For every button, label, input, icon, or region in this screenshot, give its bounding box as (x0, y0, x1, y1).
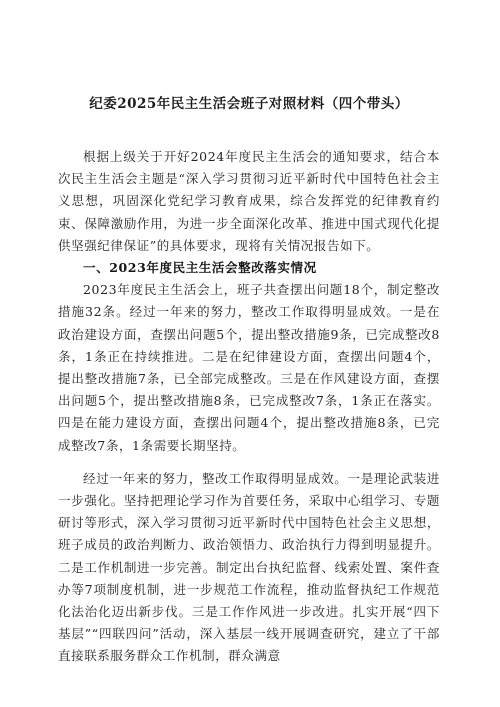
body-paragraph: 经过一年来的努力，整改工作取得明显成效。一是理论武装进一步强化。坚持把理论学习作为首要任务，采取中心组学习、专题研讨等形式，深入学习贯彻习近平新时代中国特色社会主义思想，班子成员的政治判断力、政治领悟力、政治执行力得到明显提升。二是工作机制进一步完善。制定出台执纪监督、线索处置、案件查办等7项制度机制，进一步规范工作流程，推动监督执纪工作规范化法治化迈出新步伐。三是工作作风进一步改进。扎实开展“四下基层”“四联四问”活动，深入基层一线开展调查研究，建立了干部直接联系服务群众工作机制，群众满意 (58, 470, 440, 664)
document-title: 纪委2025年民主生活会班子对照材料（四个带头） (89, 96, 409, 112)
body-paragraph: 2023年度民主生活会上，班子共查摆出问题18个，制定整改措施32条。经过一年来的努力，整改工作取得明显成效。一是在政治建设方面，查摆出问题5个，提出整改措施9条，已完成整改8条，1条正在持续推进。二是在纪律建设方面，查摆出问题4个，提出整改措施7条，已全部完成整改。三是在作风建设方面，查摆出问题5个，提出整改措施8条，已完成整改7条，1条正在落实。四是在能力建设方面，查摆出问题4个，提出整改措施8条，已完成整改7条，1条需要长期坚持。 (58, 282, 440, 453)
section-heading: 一、2023年度民主生活会整改落实情况 (83, 260, 317, 276)
intro-paragraph: 根据上级关于开好2024年度民主生活会的通知要求，结合本次民主生活会主题是“深入学习贯彻习近平新时代中国特色社会主义思想，巩固深化党纪学习教育成果，综合发挥党的纪律教育约束、保障激励作用，为进一步全面深化改革、推进中国式现代化提供坚强纪律保证”的具体要求，现将有关情况报告如下。 (58, 149, 440, 253)
paragraph-gap (58, 457, 440, 468)
